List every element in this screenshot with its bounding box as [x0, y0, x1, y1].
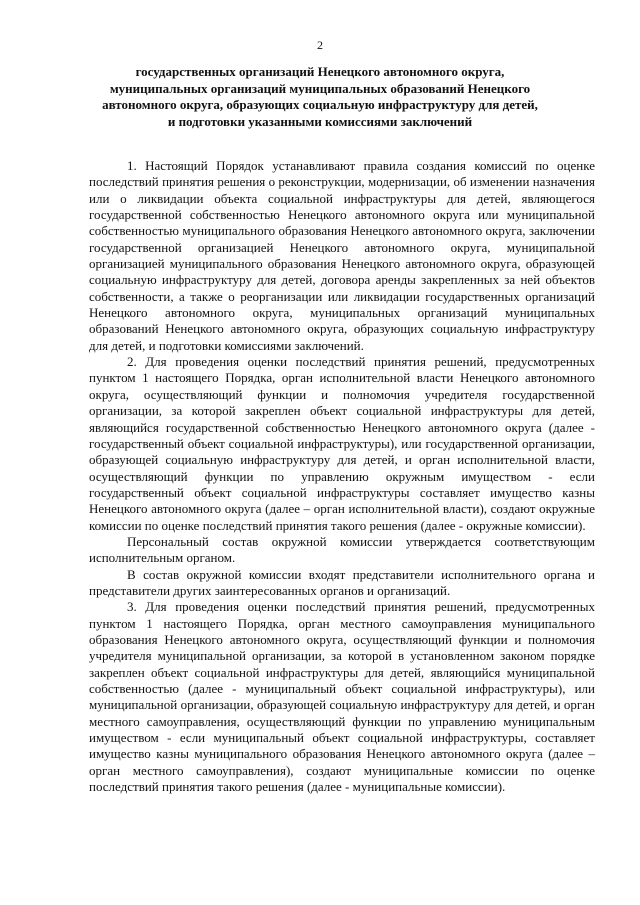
paragraph-2: 2. Для проведения оценки последствий принятия решений, предусмотренных пунктом 1 настоящего Порядка, орган исполнительной власти Ненецкого автономного округа, осуществляющий функции и полномочия учредителя государственной организации, за которой закреплен объект социальной инфраструктуры для детей, являющийся государственной собственностью Ненецкого автономного округа (далее - государственный объект социальной инфраструктуры), или государственной организации, образующей социальную инфраструктуру для детей, и орган исполнительной власти, осуществляющий функции по управлению окружным имуществом - если государственный объект социальной инфраструктуры составляет имущество казны Ненецкого автономного округа (далее – орган исполнительной власти), создают окружные комиссии по оценке последствий принятия такого решения (далее - окружные комиссии).: [89, 354, 595, 533]
paragraph-1: 1. Настоящий Порядок устанавливают правила создания комиссий по оценке последствий принятия решения о реконструкции, модернизации, об изменении назначения или о ликвидации объекта социальной инфраструктуры для детей, являющегося государственной собственностью Ненецкого автономного округа или муниципальной собственностью муниципального образования Ненецкого автономного округа, заключении государственной организацией Ненецкого автономного округа, муниципальной организацией муниципального образования Ненецкого автономного округа, образующей социальную инфраструктуру для детей, договора аренды закрепленных за ней объектов собственности, а также о реорганизации или ликвидации государственных организаций Ненецкого автономного округа, муниципальных организаций муниципальных образований Ненецкого автономного округа, образующих социальную инфраструктуру для детей, и подготовки комиссиями заключений.: [89, 158, 595, 353]
document-body: [89, 158, 595, 795]
paragraph-3: Персональный состав окружной комиссии утверждается соответствующим исполнительным органом.: [89, 533, 595, 566]
document-heading: государственных организаций Ненецкого автономного округа, муниципальных организаций муниципальных образований Ненецкого автономного округа, образующих социальную инфраструктуру для детей, и подготовки указанными комиссиями заключений: [102, 64, 538, 129]
paragraph-4: В состав окружной комиссии входят представители исполнительного органа и представители других заинтересованных органов и организаций.: [89, 566, 595, 598]
page-number: 2: [317, 38, 323, 52]
paragraph-5: 3. Для проведения оценки последствий принятия решений, предусмотренных пунктом 1 настоящего Порядка, орган местного самоуправления муниципального образования Ненецкого автономного округа, осуществляющий функции и полномочия учредителя муниципальной организации, за которой в установленном законом порядке закреплен объект социальной инфраструктуры для детей, являющийся муниципальной собственностью (далее - муниципальный объект социальной инфраструктуры), или муниципальной организации, образующей социальную инфраструктуру для детей, и орган местного самоуправления, осуществляющий функции по управлению муниципальным имуществом - если муниципальный объект социальной инфраструктуры, составляет имущество казны муниципального образования Ненецкого автономного округа (далее – орган местного самоуправления), создают муниципальные комиссии по оценке последствий принятия такого решения (далее - муниципальные комиссии).: [89, 599, 595, 795]
